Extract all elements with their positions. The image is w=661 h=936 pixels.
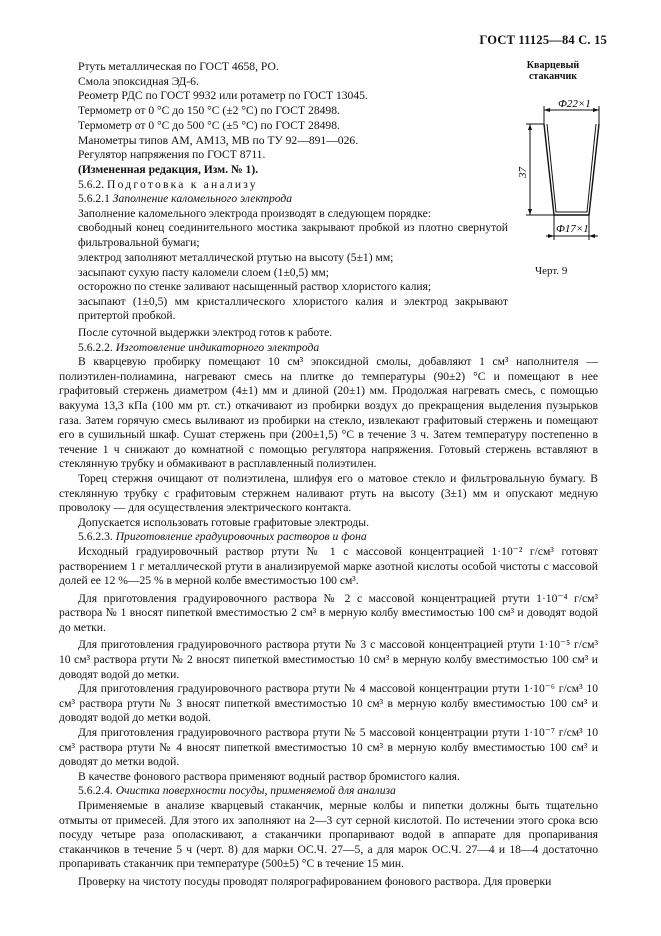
section-heading: [78, 192, 508, 207]
paragraph: Для приготовления градуировочного раствора ртути № 3 с массовой концентрацией ртути 1·10⁻⁵ г/см³ 10 см³ раствора ртути № 2 вносят пипеткой вместимостью 10 см³ в мерную колбу вместимостью 100 см³ и доводят водой до метки.: [59, 638, 598, 681]
section-title: Заполнение каломельного электрода: [112, 192, 293, 206]
paragraph: Для приготовления градуировочного раствора ртути № 4 массовой концентрации ртути 1·10⁻⁶ г/см³ 10 см³ раствора ртути № 3 вносят пипеткой вместимостью 10 см³ в мерную колбу вместимостью 100 см³ и доводят водой до метки водой.: [59, 682, 598, 725]
section-title: Изготовление индикаторного электрода: [115, 340, 320, 354]
figure-title-line1: Кварцевый: [526, 60, 580, 71]
list-item: Термометр от 0 °С до 150 °С (±2 °С) по ГОСТ 28498.: [78, 104, 340, 118]
height-dim-label: 37: [517, 167, 529, 178]
paragraph: После суточной выдержки электрод готов к работе.: [78, 326, 333, 339]
calomel-steps-2: [78, 236, 598, 324]
section-heading: [59, 530, 598, 545]
list-item: Манометры типов АМ, АМ13, МВ по ТУ 92—891—026.: [78, 133, 359, 147]
paragraph: засыпают сухую пасту каломели слоем (1±0,5) мм;: [78, 265, 329, 279]
paragraph: Торец стержня очищают от полиэтилена, шлифуя его о матовое стекло и фильтровальную бумагу. В стеклянную трубку с графитовым стержнем наливают ртуть на высоту (3±1) мм и опускают медную проволоку — для осуществления электрического контакта.: [59, 471, 598, 515]
section-number: 5.6.2.3.: [78, 530, 113, 544]
list-item: Смола эпоксидная ЭД-6.: [78, 74, 199, 88]
paragraph: Проверку на чистоту посуды проводят полярографированием фонового раствора. Для проверки: [78, 874, 552, 888]
section-number: 5.6.2.4.: [78, 784, 113, 798]
edition-note: (Измененная редакция, Изм. № 1).: [78, 162, 259, 176]
list-item: Термометр от 0 °С до 500 °С (±5 °С) по ГОСТ 28498.: [78, 118, 340, 132]
section-heading: [59, 784, 598, 799]
paragraph: электрод заполняют металлической ртутью на высоту (5±1) мм;: [78, 251, 394, 264]
list-item: Регулятор напряжения по ГОСТ 8711.: [78, 148, 266, 162]
main-body: [59, 326, 598, 890]
bottom-dim-label: Ф17×1: [556, 223, 589, 235]
section-heading: [78, 178, 508, 193]
section-title: Очистка поверхности посуды, применяемой для анализа: [115, 784, 396, 798]
paragraph: В кварцевую пробирку помещают 10 см³ эпоксидной смолы, добавляют 1 см³ наполнителя — полиэтилен-полиамина, нагревают смесь на плитке до температуры (90±2) °С и помещают в нее графитовый стержень диаметром (4±1) мм и длиной (20±1) мм. Продолжая нагревать смесь, с помощью вакуума 13,3 кПа (100 мм рт. ст.) откачивают из пробирки воздух до прекращения выделения пузырьков газа. Затем горячую смесь выливают из пробирки на стекло, извлекают графитовый стержень и помещают его в сушильный шкаф. Сушат стержень при (200±1,5) °С в течение 3 ч. Затем температуру постепенно в течение 1 ч снижают до комнатной с помощью регулятора напряжения. Готовый стержень вставляют в стеклянную трубку и обмакивают в расплавленный полиэтилен.: [59, 355, 598, 471]
paragraph: Заполнение каломельного электрода производят в следующем порядке:: [78, 207, 431, 221]
section-title: Приготовление градуировочных растворов и фона: [115, 530, 367, 544]
section-number: 5.6.2.2.: [78, 340, 113, 354]
section-title: Подготовка к анализу: [107, 177, 258, 191]
figure-title-line2: стаканчик: [528, 71, 577, 82]
paragraph: Для приготовления градуировочного раствора ртути № 5 массовой концентрации ртути 1·10⁻⁷ г/см³ 10 см³ раствора ртути № 4 вносят пипеткой вместимостью 10 см³ в мерную колбу вместимостью 100 см³ и доводят до метки водой.: [59, 726, 598, 769]
page-header: ГОСТ 11125—84 С. 15: [479, 33, 607, 47]
paragraph: В качестве фонового раствора применяют водный раствор бромистого калия.: [78, 769, 460, 783]
section-heading: [59, 341, 598, 356]
list-item: Ртуть металлическая по ГОСТ 4658, РО.: [78, 60, 279, 73]
section-number: 5.6.2.: [78, 177, 105, 191]
top-block: [78, 60, 598, 222]
figure-caption: Черт. 9: [535, 265, 568, 277]
paragraph: Применяемые в анализе кварцевый стаканчик, мерные колбы и пипетки должны быть тщательно отмыты от примесей. Для этого их заполняют на 2—3 сут серной кислотой. По истечении этого срока всю посуду четыре раза ополаскивают, а стаканчики пропаривают водой в аппарате для пропаривания стаканчиков в течение 5 ч (черт. 8) для марки ОС.Ч. 27—5, а для марок ОС.Ч. 27—4 и 18—4 достаточно пропаривать стаканчик при температуре (500±5) °С в течение 15 мин.: [59, 799, 598, 871]
paragraph: свободный конец соединительного мостика закрывают пробкой из плотно свернутой фильтровальной бумаги;: [78, 221, 508, 249]
top-dim-label: Ф22×1: [558, 98, 591, 110]
section-number: 5.6.2.1: [78, 192, 110, 206]
list-item: Реометр РДС по ГОСТ 9932 или ротаметр по ГОСТ 13045.: [78, 89, 368, 103]
paragraph: засыпают (1±0,5) мм кристаллического хлористого калия и электрод закрывают притертой пробкой.: [78, 294, 508, 323]
paragraph: Для приготовления градуировочного раствора № 2 с массовой концентрацией ртути 1·10⁻⁴ г/см³ раствора № 1 вносят пипеткой вместимостью 2 см³ в мерную колбу вместимостью 100 см³ и доводят водой до метки.: [59, 591, 598, 634]
paragraph: осторожно по стенке заливают насыщенный раствор хлористого калия;: [78, 280, 432, 294]
paragraph: Допускается использовать готовые графитовые электроды.: [78, 515, 369, 529]
paragraph: Исходный градуировочный раствор ртути № 1 с массовой концентрацией 1·10⁻² г/см³ готовят растворением 1 г металлической ртути в анализируемой марке азотной кислоты особой чистоты с массовой долей ее 12 %—25 % в мерной колбе вместимостью 100 см³.: [59, 544, 598, 588]
